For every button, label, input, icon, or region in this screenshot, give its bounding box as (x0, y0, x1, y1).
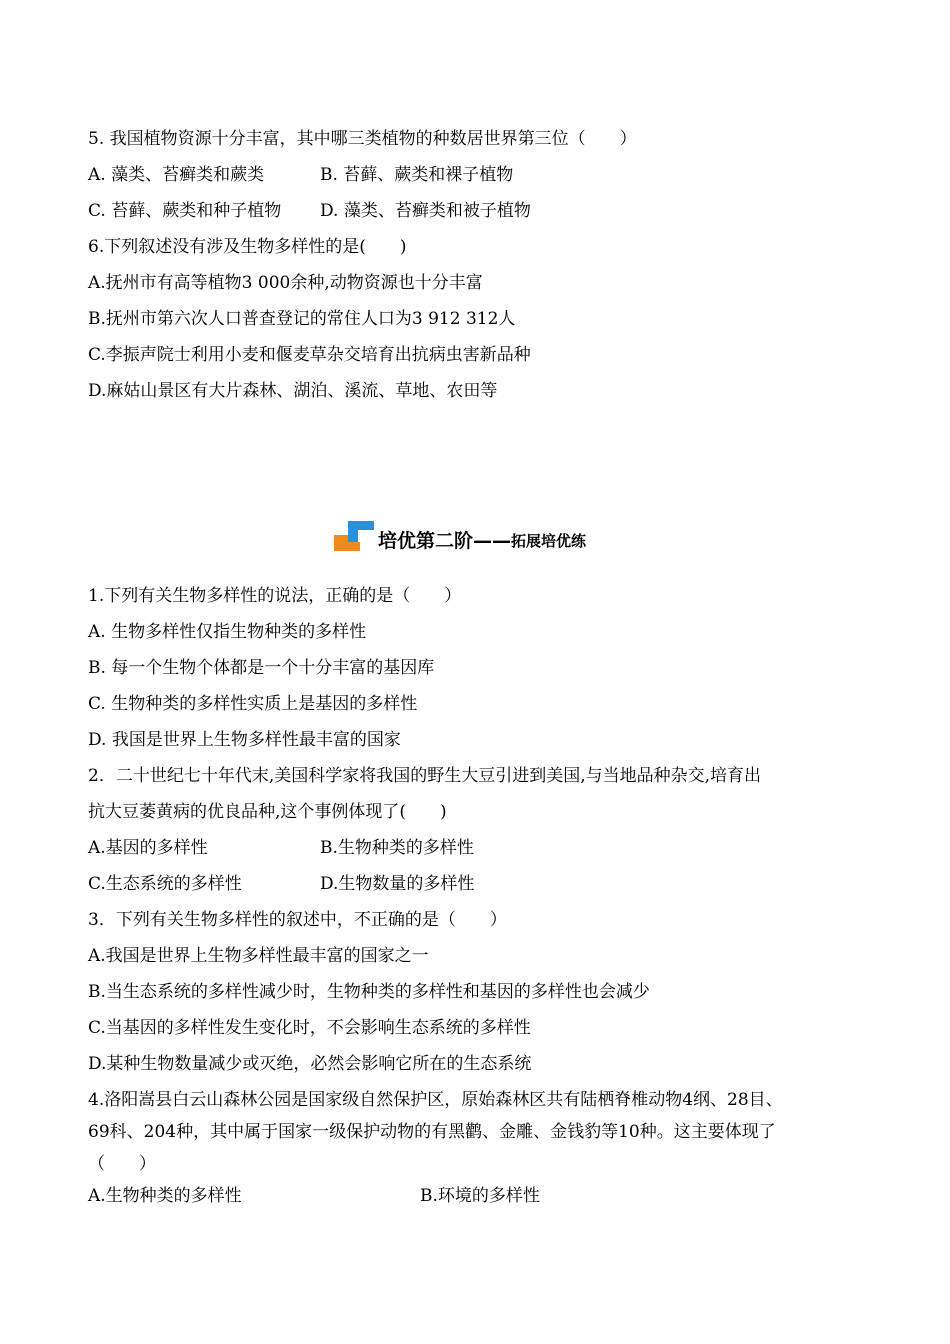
q6-option-d: D.麻姑山景区有大片森林、湖泊、溪流、草地、农田等 (88, 381, 498, 401)
stairs-logo-icon (334, 521, 376, 553)
p2-q1-stem: 1.下列有关生物多样性的说法，正确的是（ ） (88, 586, 462, 606)
p2-q4-stem-line2: 69科、204种，其中属于国家一级保护动物的有黑鹳、金雕、金钱豹等10种。这主要体现了 (88, 1122, 776, 1142)
q5-option-a: A. 藻类、苔癣类和蕨类 (88, 165, 265, 185)
section-title-main: 培优第二阶—— (378, 530, 512, 552)
q6-option-b: B.抚州市第六次人口普查登记的常住人口为3 912 312人 (88, 309, 516, 329)
p2-q3-stem: 3．下列有关生物多样性的叙述中，不正确的是（ ） (88, 910, 507, 930)
p2-q3-option-a: A.我国是世界上生物多样性最丰富的国家之一 (88, 946, 429, 966)
p2-q2-option-c: C.生态系统的多样性 (88, 874, 242, 894)
p2-q2-stem-line1: 2．二十世纪七十年代末,美国科学家将我国的野生大豆引进到美国,与当地品种杂交,培育出 (88, 766, 762, 786)
p2-q1-option-a: A. 生物多样性仅指生物种类的多样性 (88, 622, 367, 642)
p2-q3-option-c: C.当基因的多样性发生变化时，不会影响生态系统的多样性 (88, 1018, 531, 1038)
p2-q2-option-b: B.生物种类的多样性 (320, 838, 474, 858)
q6-option-a: A.抚州市有高等植物3 000余种,动物资源也十分丰富 (88, 273, 483, 293)
p2-q4-stem-line3: （ ） (88, 1154, 156, 1174)
q6-option-c: C.李振声院士利用小麦和偃麦草杂交培育出抗病虫害新品种 (88, 345, 531, 365)
p2-q4-stem-line1: 4.洛阳嵩县白云山森林公园是国家级自然保护区，原始森林区共有陆栖脊椎动物4纲、28目、 (88, 1090, 783, 1110)
p2-q1-option-d: D. 我国是世界上生物多样性最丰富的国家 (88, 730, 401, 750)
q5-option-b: B. 苔藓、蕨类和裸子植物 (320, 165, 514, 185)
p2-q3-option-b: B.当生态系统的多样性减少时，生物种类的多样性和基因的多样性也会减少 (88, 982, 650, 1002)
p2-q4-option-b: B.环境的多样性 (420, 1186, 540, 1206)
section-title-sub: 拓展培优练 (511, 532, 587, 550)
p2-q2-option-d: D.生物数量的多样性 (320, 874, 475, 894)
p2-q2-option-a: A.基因的多样性 (88, 838, 208, 858)
q5-stem: 5. 我国植物资源十分丰富，其中哪三类植物的种数居世界第三位（ ） (88, 129, 637, 149)
q5-option-d: D. 藻类、苔癣类和被子植物 (320, 201, 531, 221)
p2-q1-option-c: C. 生物种类的多样性实质上是基因的多样性 (88, 694, 418, 714)
q5-option-c: C. 苔藓、蕨类和种子植物 (88, 201, 282, 221)
section-title (334, 519, 586, 553)
p2-q4-option-a: A.生物种类的多样性 (88, 1186, 242, 1206)
p2-q3-option-d: D.某种生物数量减少或灭绝，必然会影响它所在的生态系统 (88, 1054, 532, 1074)
p2-q2-stem-line2: 抗大豆萎黄病的优良品种,这个事例体现了( ) (88, 802, 447, 822)
p2-q1-option-b: B. 每一个生物个体都是一个十分丰富的基因库 (88, 658, 435, 678)
q6-stem: 6.下列叙述没有涉及生物多样性的是( ) (88, 237, 407, 257)
